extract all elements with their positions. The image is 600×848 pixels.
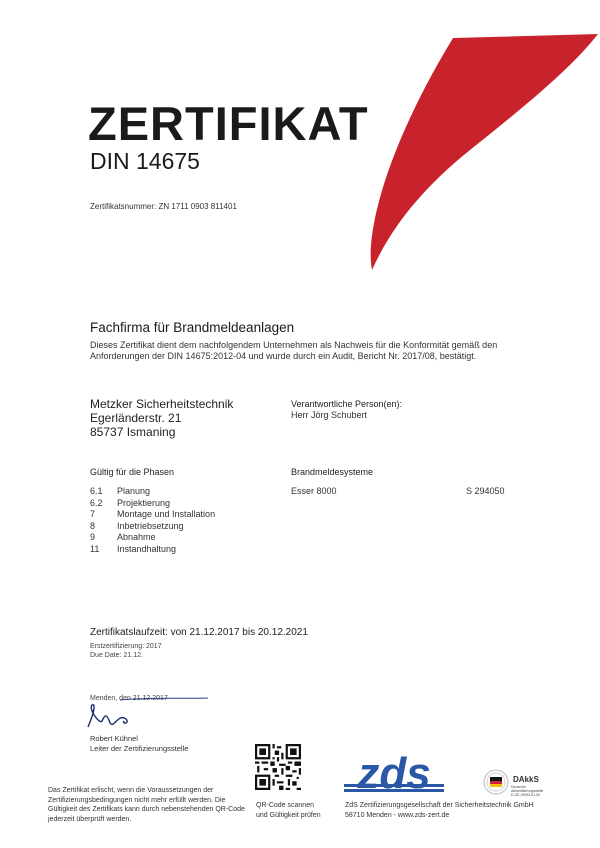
zds-address: 58710 Menden - www.zds-zert.de	[345, 811, 450, 819]
system-number: S 294050	[466, 486, 505, 496]
signature-graphic	[80, 695, 210, 735]
phase-label: Projektierung	[117, 497, 171, 508]
company-street: Egerländerstr. 21	[90, 411, 182, 425]
dakks-line3: D-ZE-19093-01-00	[511, 793, 541, 797]
validity-period: Zertifikatslaufzeit: von 21.12.2017 bis 20.12.2021	[90, 627, 308, 638]
validity-note: Das Zertifikat erlischt, wenn die Voraussetzungen der Zertifizierungsbedingungen nicht mehr erfüllt werden. Die Gültigkeit des Zertifikats kann durch nebenstehenden QR-Code jederzeit überprüft werden.	[48, 787, 245, 823]
phase-number: 6.2	[90, 497, 103, 508]
phase-number: 11	[90, 543, 100, 554]
first-certification: Erstzertifizierung: 2017	[90, 643, 162, 650]
certificate-title: ZERTIFIKAT	[88, 97, 369, 150]
phase-label: Montage und Installation	[117, 509, 216, 520]
phase-number: 7	[90, 509, 96, 520]
responsible-label: Verantwortliche Person(en):	[291, 399, 403, 409]
zds-company: ZdS Zertifizierungsgesellschaft der Sicherheitstechnik GmbH	[345, 802, 534, 809]
zds-logo-text: zds	[357, 749, 431, 798]
list-item	[90, 498, 215, 510]
signer-role: Leiter der Zertifizierungsstelle	[90, 744, 189, 753]
zds-caption	[345, 801, 575, 820]
qr-caption-line1: QR-Code scannen	[256, 802, 314, 809]
list-item	[90, 486, 215, 498]
responsible-name: Herr Jörg Schubert	[291, 410, 368, 420]
list-item	[90, 544, 215, 556]
dakks-emblem	[480, 768, 512, 796]
phase-number: 8	[90, 520, 96, 531]
due-date: Due Date: 21.12.	[90, 652, 143, 659]
company-name: Metzker Sicherheitstechnik	[90, 397, 234, 411]
standard-label: DIN 14675	[90, 148, 200, 174]
signature-stroke	[88, 705, 127, 727]
systems-heading: Brandmeldesysteme	[291, 467, 374, 477]
system-name: Esser 8000	[291, 486, 337, 496]
zds-logo	[344, 748, 444, 798]
company-address	[90, 397, 233, 439]
dakks-label: DAkkS	[513, 775, 539, 784]
phase-label: Inbetriebsetzung	[117, 520, 184, 531]
dakks-line1: Deutsche	[511, 785, 526, 789]
firm-heading: Fachfirma für Brandmeldeanlagen	[90, 320, 295, 335]
phase-label: Abnahme	[117, 532, 156, 543]
phases-heading: Gültig für die Phasen	[90, 467, 175, 477]
qr-code[interactable]	[255, 744, 301, 790]
phase-label: Planung	[117, 486, 151, 496]
phase-number: 6.1	[90, 486, 103, 496]
red-swoosh-shape	[371, 34, 598, 270]
signature-underline	[120, 698, 208, 700]
list-item	[90, 521, 215, 533]
dakks-line2: Akkreditierungsstelle	[511, 789, 544, 793]
phase-label: Instandhaltung	[117, 543, 177, 554]
signer-name: Robert Kühnel	[90, 734, 138, 743]
place-date: Menden, den 21.12.2017	[90, 695, 168, 702]
certificate-number: Zertifikatsnummer: ZN 1711 0903 811401	[90, 202, 237, 211]
list-item	[90, 509, 215, 521]
firm-description: Dieses Zertifikat dient dem nachfolgendem Unternehmen als Nachweis für die Konformität gemäß den Anforderungen der DIN 14675:2012-04 und wurde durch ein Audit, Bericht Nr. 2017/08, bestätigt.	[90, 340, 498, 361]
phase-number: 9	[90, 532, 96, 543]
qr-caption	[256, 801, 321, 820]
qr-caption-line2: und Gültigkeit prüfen	[256, 811, 321, 819]
phases-list	[90, 486, 215, 556]
dakks-details	[511, 785, 561, 797]
list-item	[90, 532, 215, 544]
company-city: 85737 Ismaning	[90, 425, 176, 439]
